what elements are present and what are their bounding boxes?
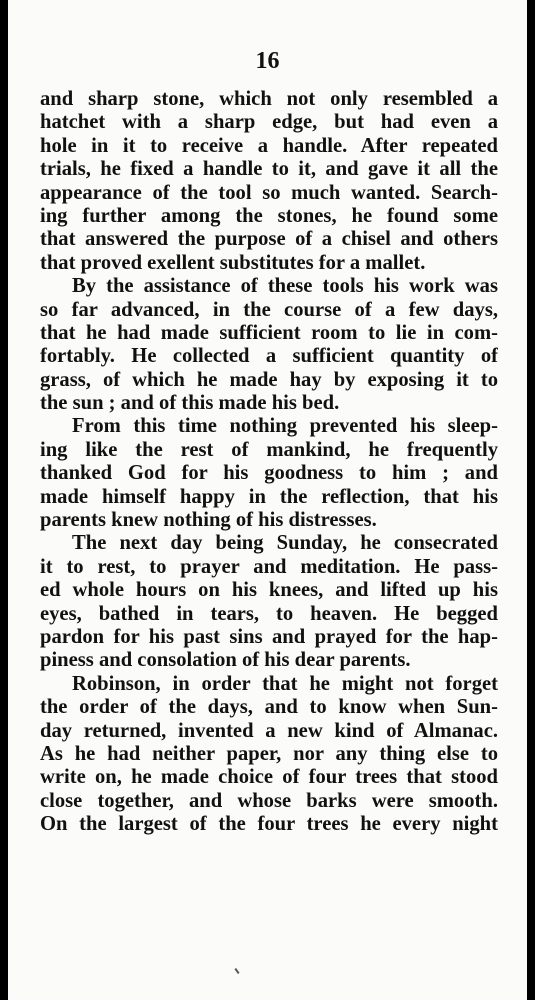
ink-speck xyxy=(234,968,239,974)
text-line: On the largest of the four trees he every night xyxy=(40,813,498,836)
text-line: pardon for his past sins and prayed for the hap- xyxy=(40,625,498,648)
text-line: By the assistance of these tools his work was xyxy=(72,275,498,298)
text-line: fortably. He collected a sufficient quantity of xyxy=(40,345,498,368)
text-line: ing like the rest of mankind, he frequently xyxy=(40,438,498,461)
text-line: parents knew nothing of his distresses. xyxy=(40,509,377,532)
text-line: appearance of the tool so much wanted. Search- xyxy=(40,181,498,204)
text-line: Robinson, in order that he might not forget xyxy=(72,672,498,695)
text-line: made himself happy in the reflection, that his xyxy=(40,485,498,508)
text-line: grass, of which he made hay by exposing it to xyxy=(40,368,498,391)
text-line: ed whole hours on his knees, and lifted up his xyxy=(40,579,498,602)
book-page xyxy=(8,0,527,1000)
text-line: ing further among the stones, he found some xyxy=(40,204,498,227)
text-line: From this time nothing prevented his sleep- xyxy=(72,415,498,438)
text-line: hole in it to receive a handle. After repeated xyxy=(40,134,498,157)
text-line: hatchet with a sharp edge, but had even a xyxy=(40,111,498,134)
text-line: day returned, invented a new kind of Almanac. xyxy=(40,719,498,742)
text-line: thanked God for his goodness to him ; and xyxy=(40,462,498,485)
text-line: that proved exellent substitutes for a mallet. xyxy=(40,251,426,274)
text-line: the sun ; and of this made his bed. xyxy=(40,392,340,415)
page-number: 16 xyxy=(255,48,280,74)
text-line: The next day being Sunday, he consecrated xyxy=(72,532,498,555)
text-line: the order of the days, and to know when Sun- xyxy=(40,696,498,719)
text-line: close together, and whose barks were smooth. xyxy=(40,789,498,812)
text-line: piness and consolation of his dear parents. xyxy=(40,649,411,672)
left-scan-border xyxy=(0,0,8,1000)
right-scan-border xyxy=(527,0,535,1000)
text-line: it to rest, to prayer and meditation. He pass- xyxy=(40,555,498,578)
body-text xyxy=(40,88,498,837)
text-line: that he had made sufficient room to lie in com- xyxy=(40,321,498,344)
text-line: write on, he made choice of four trees that stood xyxy=(40,766,498,789)
text-line: eyes, bathed in tears, to heaven. He begged xyxy=(40,602,498,625)
text-line: and sharp stone, which not only resembled a xyxy=(40,88,498,110)
text-line: As he had neither paper, nor any thing else to xyxy=(40,742,498,765)
text-line: trials, he fixed a handle to it, and gave it all the xyxy=(40,158,498,181)
text-line: that answered the purpose of a chisel and others xyxy=(40,228,498,251)
text-line: so far advanced, in the course of a few days, xyxy=(40,298,498,321)
